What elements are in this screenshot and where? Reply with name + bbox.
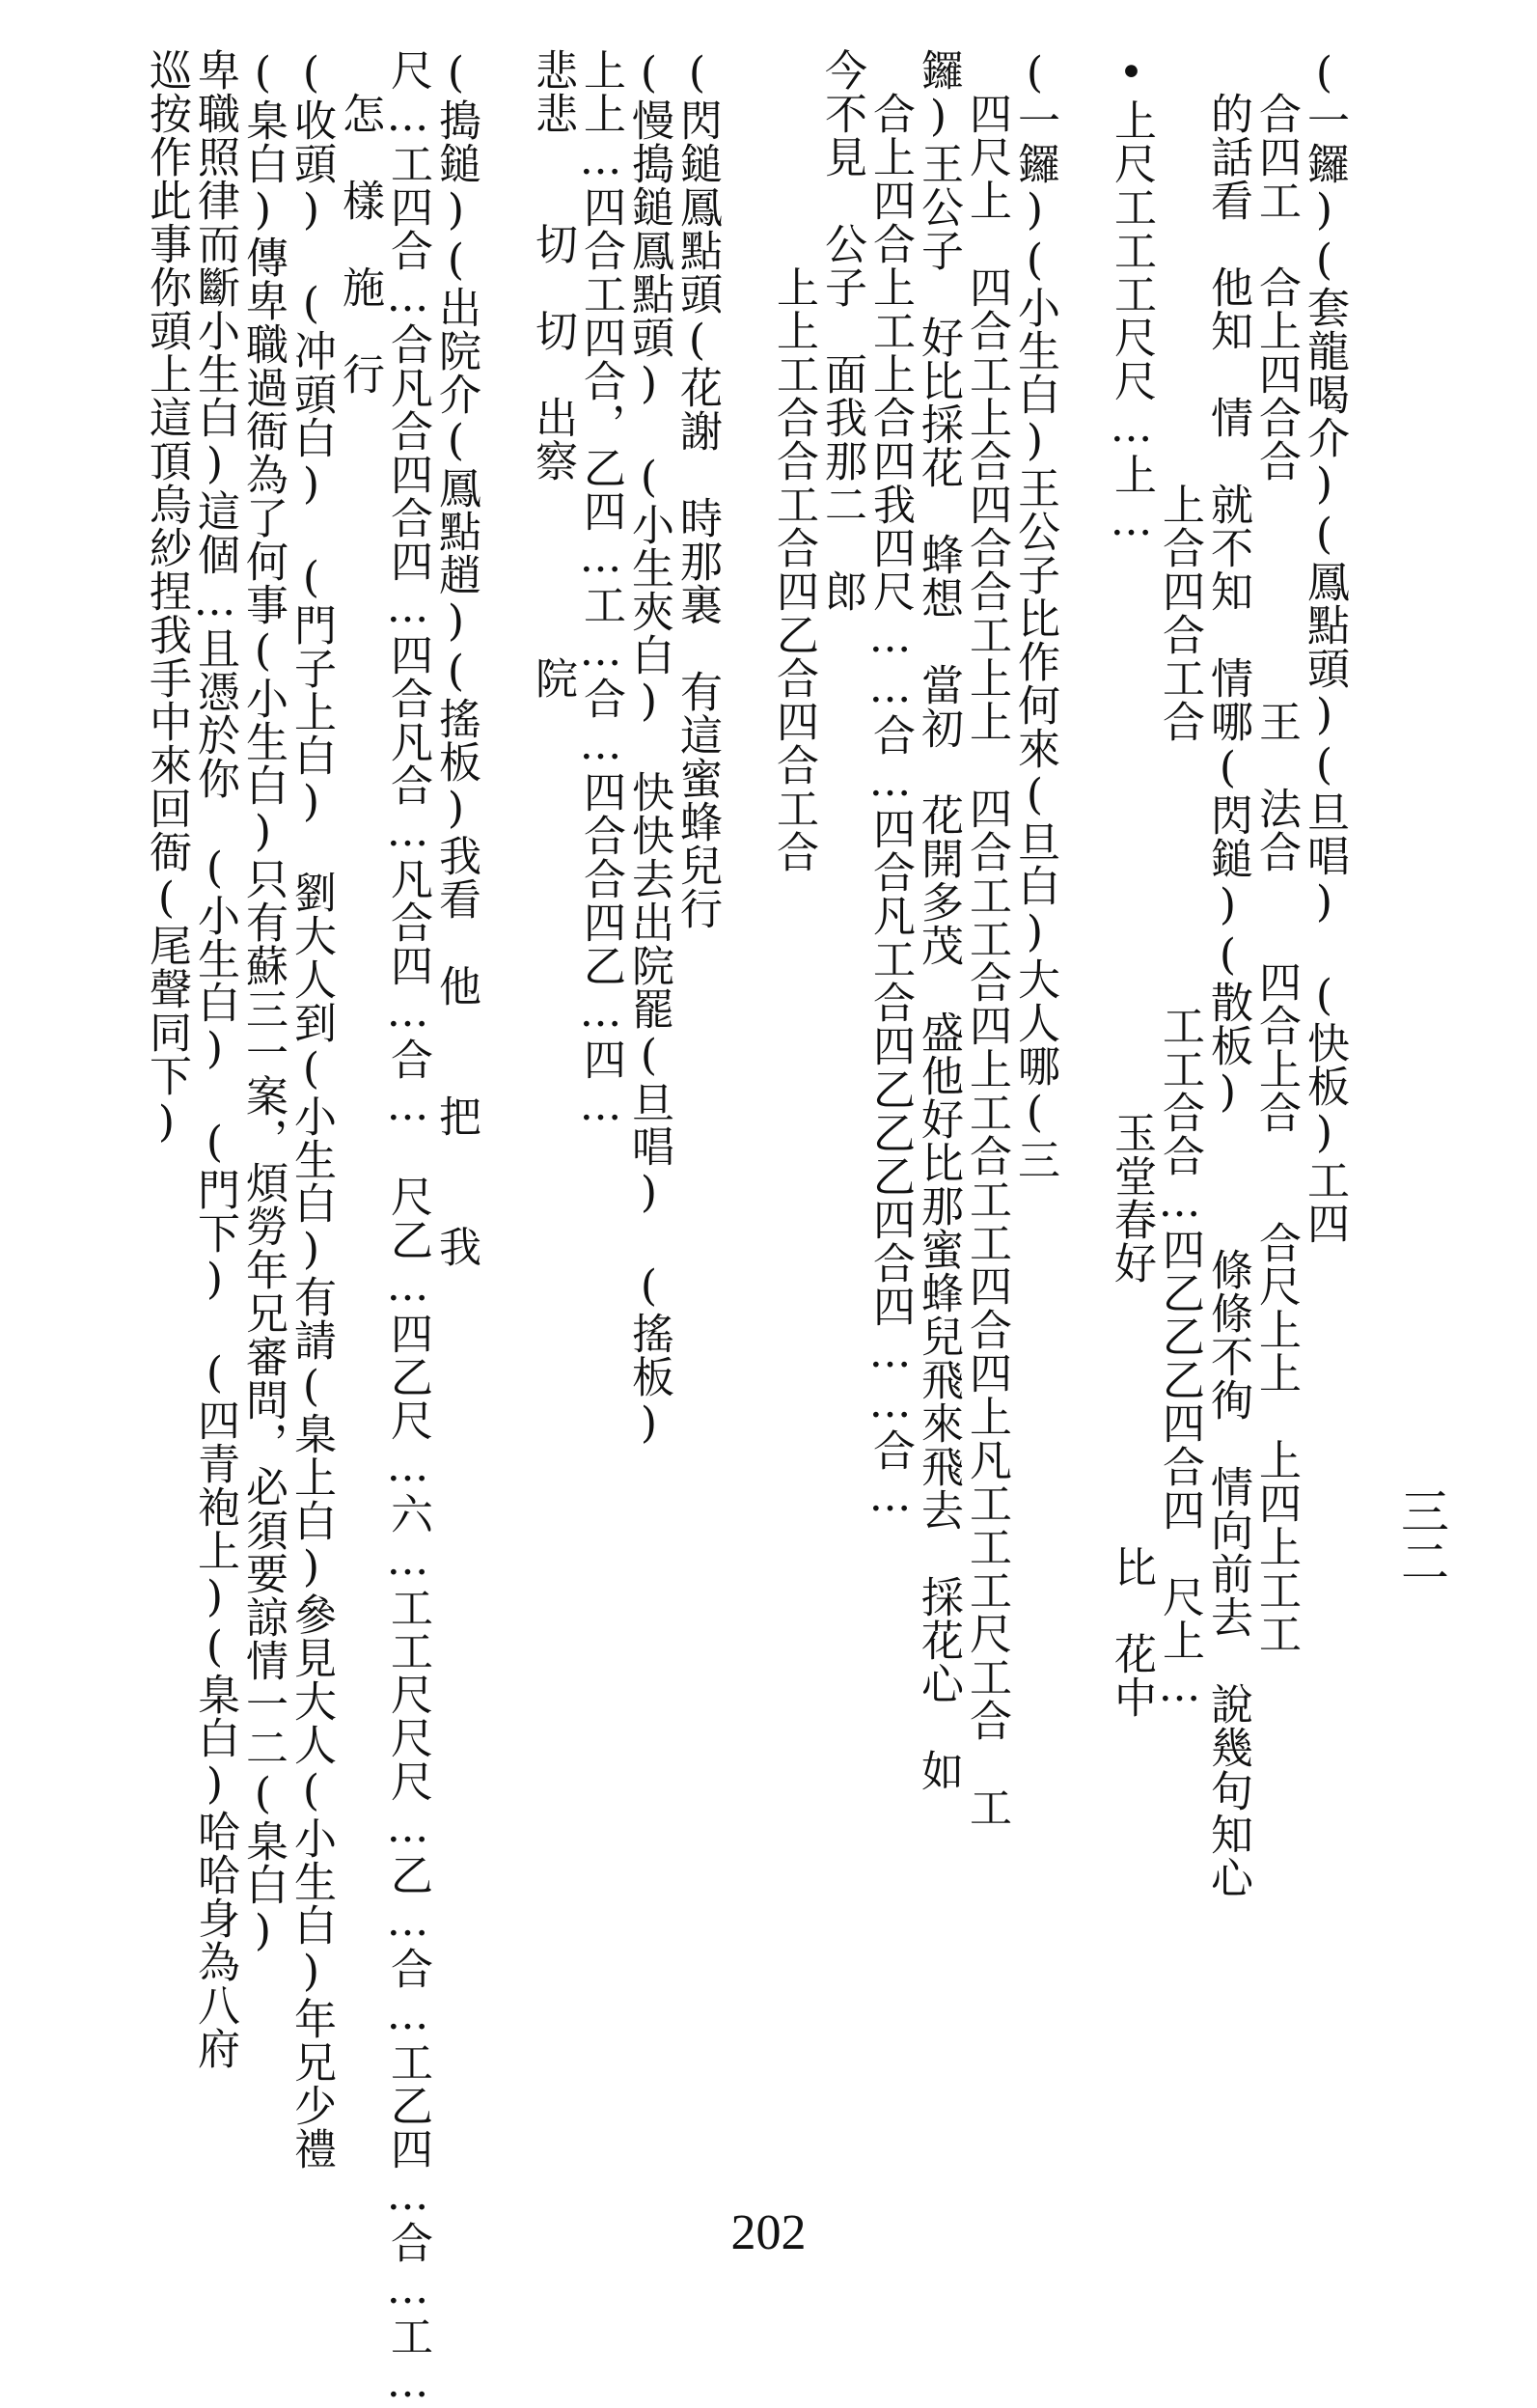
text-column: 今不見 公子 面我那二 郎 [817, 48, 866, 613]
text-column: (搗鎚)(出院介(鳳點趙)(搖板)我看 他 把 我 [431, 48, 480, 1268]
text-column: 上合四合工合 工工合合…四乙乙乙四合四 尺上… [1155, 48, 1204, 1712]
text-column: 鑼)王公子 好比採花 蜂想 當初 花開多茂 盛他好比那蜜蜂兒飛來飛去 採花心 如 [914, 48, 963, 1792]
text-column: 尺…工四合…合凡合四合四…四合凡合…凡合四…合… 尺乙…四乙尺…六…工工尺尺尺…乙…合…工乙四…合…工… [383, 48, 432, 2408]
section-number: 三二 [1393, 1486, 1449, 1587]
text-column: 上上工合合工合四乙合四合工合 [769, 48, 818, 873]
text-column: 上上…四合工四合，乙四…工…合…四合合四乙…四… [576, 48, 625, 1131]
text-column: 四尺上 四合工上合四合合工上上 四合工工合四上工合工工四合四上凡工工工尺工合 工 [962, 48, 1011, 1829]
page-number: 202 [730, 2205, 807, 2260]
text-column: •上尺工工工尺尺…上… 玉堂春好 比 花中 [1107, 48, 1156, 1719]
text-column: 悲悲 切 切 出察 院 [528, 48, 577, 700]
text-column: 的話看 他知 情 就不知 情哪(閃鎚)(散板) 條條不徇 情向前去 說幾句知心 [1203, 48, 1252, 1899]
text-column: 卑職照律而斷小生白)這個…且憑於你 (小生白) (門下) (四青袍上)(臬白)哈哈身為八府 [190, 48, 239, 2070]
text-column: 合四工 合上四合合 王 法合 四合上合 合尺上上 上四上工工 [1251, 48, 1301, 1655]
text-column: 合上四合上工上合四我四尺……合…四合凡工合四乙乙乙四合四……合… [865, 48, 915, 1522]
text-column: (收頭) (冲頭白) (門子上白) 劉大人到(小生白)有請(臬上白)參見大人(小生白)年兄少禮 [287, 48, 336, 2171]
text-column: (臬白)傳卑職過衙為了何事(小生白)只有蘇三一案，煩勞年兄審問，必須要諒情一二(臬白) [238, 48, 288, 1956]
text-column: 怎 樣 施 行 [335, 48, 384, 396]
text-column: (慢搗鎚鳳點頭) (小生夾白) 快快去出院罷(旦唱) (搖板) [624, 48, 673, 1449]
text-column: (一鑼)(小生白)王公子比作何來(旦白)大人哪(三 [1010, 48, 1059, 1181]
text-column: 巡按作此事你頭上這頂烏紗捏我手中來回衙(尾聲同下) [142, 48, 191, 1148]
text-column: (一鑼)(套龍喝介)(鳳點頭)(旦唱) (快板)工四 [1300, 48, 1349, 1245]
text-column: (閃鎚鳳點頭(花謝 時那裏 有這蜜蜂兒行 [672, 48, 722, 930]
